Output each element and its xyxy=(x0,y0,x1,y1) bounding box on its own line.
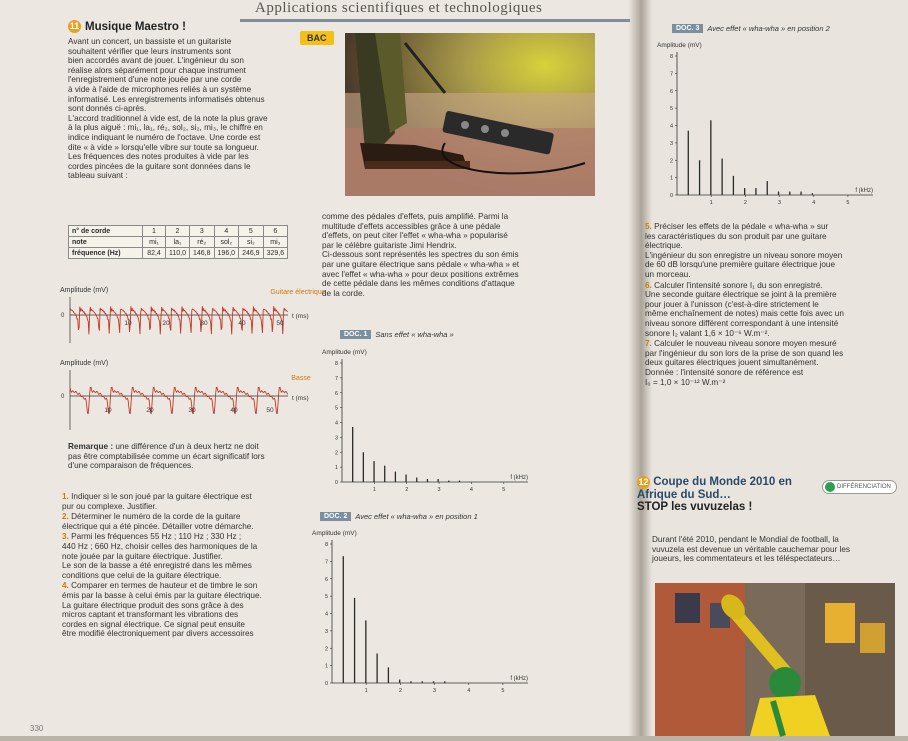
question-line: de 60 dB lorsqu'une première guitare électrique joue xyxy=(645,260,835,270)
exercise-number-badge: 12 xyxy=(638,477,649,487)
table-cell: si₂ xyxy=(239,237,264,248)
question-line: 440 Hz ; 660 Hz, choisir celles des harmoniques de la xyxy=(62,541,258,551)
question-line: même enchaînement de notes) mais cette fois avec un xyxy=(645,309,844,319)
question-number: 3. xyxy=(62,532,72,542)
remarque-label: Remarque : xyxy=(68,442,114,451)
chart-y-tick-label: 5 xyxy=(669,106,673,113)
chart-x-tick-label: 1 xyxy=(364,688,368,694)
chart-x-tick-label: 2 xyxy=(398,688,402,694)
chart-y-tick-label: 1 xyxy=(334,465,338,472)
table-cell: 4 xyxy=(214,226,239,237)
question-line: Préciser les effets de la pédale « wha-wha » sur xyxy=(654,222,829,231)
chart-ylabel: Amplitude (mV) xyxy=(657,42,702,49)
bass-ylabel: Amplitude (mV) xyxy=(60,360,109,367)
question-line: conditions que celui de la guitare électrique. xyxy=(62,570,222,580)
question-line: Parmi les fréquences 55 Hz ; 110 Hz ; 330 Hz ; xyxy=(71,532,242,542)
bass-tick-label: 20 xyxy=(146,407,154,414)
text-line: sont donnés ci-après. xyxy=(68,104,147,114)
table-cell: 1 xyxy=(143,226,166,237)
question-number: 7. xyxy=(645,339,655,349)
question-line: un morceau. xyxy=(645,269,691,279)
guitar-tick-label: 10 xyxy=(124,320,132,327)
question-line: niveau sonore différent correspondant à une intensité xyxy=(645,318,839,328)
bass-tick-label: 30 xyxy=(188,407,196,414)
guitar-zero-label: 0 xyxy=(61,313,65,319)
chart-x-tick-label: 4 xyxy=(812,200,816,206)
text-line: multitude d'effets accessibles grâce à une pédale xyxy=(322,221,501,231)
text-line: informatisé. Les enregistrements informatisés obtenus xyxy=(68,94,265,104)
table-cell: 2 xyxy=(166,226,190,237)
text-line: d'effets, on peut citer l'effet « wha-wha » popularisé xyxy=(322,231,508,241)
chart-x-tick-label: 5 xyxy=(501,688,505,694)
question-line: Comparer en termes de hauteur et de timbre le son xyxy=(71,581,258,591)
text-line: l'enregistrement d'une note jouée par une corde xyxy=(68,75,242,85)
chart-xlabel: f (kHz) xyxy=(510,475,528,481)
doc1-badge: DOC. 1 xyxy=(340,330,371,339)
intro-paragraph xyxy=(68,37,328,181)
question-number: 4. xyxy=(62,581,72,591)
question-line: sonore I₂ valant 1,6 × 10⁻⁶ W.m⁻². xyxy=(645,328,770,338)
table-cell: 246,9 xyxy=(239,248,264,259)
running-head: Applications scientifiques et technologiques xyxy=(255,0,543,16)
question-item xyxy=(645,222,900,280)
guitar-tick-label: 30 xyxy=(200,320,208,327)
chart-ylabel: Amplitude (mV) xyxy=(312,530,357,537)
question-line: Calculer le nouveau niveau sonore moyen mesuré xyxy=(654,339,837,349)
table-cell: 196,0 xyxy=(214,248,239,259)
chart-x-tick-label: 3 xyxy=(433,688,437,694)
chart-xlabel: f (kHz) xyxy=(510,676,528,682)
text-line: à la plus aiguë : mi₁, la₁, ré₂, sol₂, si₂, mi₃, le chiffre en xyxy=(68,123,263,133)
exercise-number-badge: 11 xyxy=(69,21,80,31)
text-line: une différence d'un à deux hertz ne doit xyxy=(115,442,259,451)
text-line: de la corde. xyxy=(322,288,365,298)
text-line: L'accord traditionnel à vide est, de la note la plus grave xyxy=(68,113,268,123)
bass-tick-label: 10 xyxy=(104,407,112,414)
table-header-cell: fréquence (Hz) xyxy=(69,248,143,259)
question-line: pur ou complexe. Justifier. xyxy=(62,501,158,511)
question-line: Calculer l'intensité sonore I₁ du son enregistré. xyxy=(654,280,823,290)
chart-y-tick-label: 2 xyxy=(324,646,328,653)
chart-y-tick-label: 5 xyxy=(324,594,328,601)
guitar-waveform-plot xyxy=(58,285,326,345)
bass-xunit: t (ms) xyxy=(292,395,309,402)
text-line: joueurs, les commentateurs et les téléspectateurs… xyxy=(652,554,841,564)
table-row xyxy=(69,226,288,237)
question-line: L'ingénieur du son enregistre un niveau sonore moyen xyxy=(645,250,843,260)
page-number: 330 xyxy=(30,724,44,733)
question-item xyxy=(645,281,900,339)
text-line: Durant l'été 2010, pendant le Mondial de football, la xyxy=(652,535,839,544)
text-line: comme des pédales d'effets, puis amplifié. Parmi la xyxy=(322,212,509,221)
chart-x-tick-label: 1 xyxy=(709,200,713,206)
chart-y-tick-label: 4 xyxy=(334,420,338,427)
exercise-12-title xyxy=(637,476,822,513)
chart-y-tick-label: 7 xyxy=(324,559,328,566)
guitar-tick-label: 20 xyxy=(162,320,170,327)
differentiation-label: DIFFÉRENCIATION xyxy=(837,484,891,490)
question-line: I₀ = 1,0 × 10⁻¹² W.m⁻² xyxy=(645,377,726,387)
chart-y-tick-label: 2 xyxy=(334,450,338,457)
chart-y-tick-label: 8 xyxy=(334,361,338,367)
text-line: Avant un concert, un bassiste et un guitariste xyxy=(68,37,232,46)
question-line: émis par la basse à celui émis par la guitare électrique. xyxy=(62,590,262,600)
chart-x-tick-label: 5 xyxy=(846,200,850,206)
chart-x-tick-label: 5 xyxy=(502,487,506,493)
chart-y-tick-label: 4 xyxy=(324,611,328,618)
question-line: Le son de la basse a été enregistré dans les mêmes xyxy=(62,561,252,571)
right-questions-block xyxy=(645,222,900,388)
question-item xyxy=(62,581,302,639)
chart-xlabel: f (kHz) xyxy=(855,188,873,194)
text-line: de cette pédale dans les mêmes conditions d'attaque xyxy=(322,279,515,289)
table-cell: mi₁ xyxy=(143,237,166,248)
doc2-badge: DOC. 2 xyxy=(320,512,351,521)
guitar-tick-label: 40 xyxy=(238,320,246,327)
chart-y-tick-label: 7 xyxy=(334,375,338,382)
table-cell: 3 xyxy=(190,226,215,237)
question-item xyxy=(645,339,900,387)
chart-y-tick-label: 5 xyxy=(334,405,338,412)
text-line: bien accordés avant de jouer. L'ingénieur du son xyxy=(68,56,244,66)
chart-x-tick-label: 4 xyxy=(469,487,473,493)
bass-zero-label: 0 xyxy=(61,394,65,400)
question-line: note jouée par la guitare électrique. Justifier. xyxy=(62,551,223,561)
bass-waveform xyxy=(70,387,288,413)
chart-x-tick-label: 2 xyxy=(743,200,747,206)
doc3-spectrum-chart xyxy=(655,38,895,213)
bac-tag: BAC xyxy=(300,31,334,45)
doc1-label xyxy=(340,330,454,339)
question-line: cordes en signal électrique. Ce signal peut ensuite xyxy=(62,619,245,629)
text-line: Les fréquences des notes produites à vide par les xyxy=(68,152,249,162)
question-line: électrique qui a été pincée. Détailler votre démarche. xyxy=(62,521,254,531)
doc3-title: Avec effet « wha-wha » en position 2 xyxy=(707,24,830,33)
table-header-cell: note xyxy=(69,237,143,248)
question-line: Donnée : l'intensité sonore de référence est xyxy=(645,367,804,377)
chart-y-tick-label: 4 xyxy=(669,123,673,130)
text-line: Ci-dessous sont représentés les spectres du son émis xyxy=(322,250,519,260)
chart-x-tick-label: 1 xyxy=(372,487,376,493)
text-line: par le célèbre guitariste Jimi Hendrix. xyxy=(322,240,457,250)
chart-y-tick-label: 3 xyxy=(334,435,338,442)
table-cell: mi₃ xyxy=(263,237,288,248)
doc3-label xyxy=(672,24,830,33)
question-item xyxy=(62,512,302,531)
question-line: les caractéristiques du son produit par une guitare xyxy=(645,231,827,241)
doc1-title: Sans effet « wha-wha » xyxy=(375,330,454,339)
question-number: 6. xyxy=(645,280,655,290)
bass-waveform-plot xyxy=(58,358,320,433)
question-line: Déterminer le numéro de la corde de la guitare xyxy=(71,512,241,522)
chart-y-tick-label: 1 xyxy=(324,663,328,670)
exercise-12-stop-text: STOP les vuvuzelas ! xyxy=(637,501,753,513)
remarque-paragraph xyxy=(68,442,313,471)
running-head-bar xyxy=(240,19,630,22)
guitar-series-label: Guitare électrique xyxy=(270,289,326,296)
question-line: être modifié électroniquement par divers accessoires xyxy=(62,629,254,639)
chart-y-tick-label: 0 xyxy=(324,681,328,687)
doc2-title: Avec effet « wha-wha » en position 1 xyxy=(355,512,478,521)
chart-x-tick-label: 4 xyxy=(467,688,471,694)
table-row xyxy=(69,248,288,259)
guitar-pedal-photo xyxy=(345,33,595,196)
table-cell: sol₂ xyxy=(214,237,239,248)
table-cell: 110,0 xyxy=(166,248,190,259)
text-line: réalise alors séparément pour chaque instrument xyxy=(68,65,246,75)
text-line: cordes pincées de la guitare sont données dans le xyxy=(68,161,251,171)
doc2-label xyxy=(320,512,478,521)
chart-y-tick-label: 8 xyxy=(324,542,328,548)
differentiation-icon xyxy=(825,482,835,492)
question-item xyxy=(62,492,302,511)
chart-y-tick-label: 6 xyxy=(334,390,338,397)
guitar-ylabel: Amplitude (mV) xyxy=(60,287,109,294)
chart-x-tick-label: 2 xyxy=(405,487,409,493)
table-cell: 82,4 xyxy=(143,248,166,259)
question-number: 5. xyxy=(645,222,655,231)
chart-y-tick-label: 3 xyxy=(324,628,328,635)
question-number: 1. xyxy=(62,492,72,501)
differentiation-badge xyxy=(822,480,897,494)
text-line: avec l'effet « wha-wha » pour deux positions extrêmes xyxy=(322,269,519,279)
table-row xyxy=(69,237,288,248)
chart-y-tick-label: 6 xyxy=(324,576,328,583)
question-line: La guitare électrique produit des sons grâce à des xyxy=(62,600,244,610)
question-line: par l'ingénieur du son lors de la prise de son quand les xyxy=(645,348,844,358)
question-line: deux guitares électriques jouent simultanément. xyxy=(645,358,819,368)
text-line: indice indiquant le numéro de l'octave. Une corde est xyxy=(68,132,261,142)
table-cell: ré₂ xyxy=(190,237,215,248)
chart-y-tick-label: 1 xyxy=(669,175,673,182)
text-line: dite « à vide » lorsqu'elle vibre sur toute sa longueur. xyxy=(68,142,259,152)
chart-y-tick-label: 6 xyxy=(669,88,673,95)
guitar-tick-label: 50 xyxy=(276,320,284,327)
question-line: pour jouer à l'unisson (c'est-à-dire strictement le xyxy=(645,299,819,309)
chart-y-tick-label: 8 xyxy=(669,54,673,60)
table-cell: 5 xyxy=(239,226,264,237)
question-item xyxy=(62,532,302,580)
chart-y-tick-label: 0 xyxy=(669,193,673,199)
table-cell: 329,6 xyxy=(263,248,288,259)
doc3-badge: DOC. 3 xyxy=(672,24,703,33)
bass-tick-label: 50 xyxy=(266,407,274,414)
text-line: d'une comparaison de fréquences. xyxy=(68,461,194,471)
table-cell: la₁ xyxy=(166,237,190,248)
chart-y-tick-label: 3 xyxy=(669,140,673,147)
bass-tick-label: 40 xyxy=(230,407,238,414)
question-line: électrique. xyxy=(645,241,683,251)
chart-y-tick-label: 7 xyxy=(669,71,673,78)
table-cell: 146,8 xyxy=(190,248,215,259)
table-header-cell: n° de corde xyxy=(69,226,143,237)
effects-paragraph xyxy=(322,212,572,298)
text-line: souhaitent vérifier que leurs instruments sont xyxy=(68,46,231,56)
question-number: 2. xyxy=(62,512,72,522)
chart-y-tick-label: 0 xyxy=(334,480,338,486)
chart-x-tick-label: 3 xyxy=(437,487,441,493)
table-cell: 6 xyxy=(263,226,288,237)
exercise-11-title xyxy=(68,20,186,33)
frequency-table xyxy=(68,225,288,259)
chart-ylabel: Amplitude (mV) xyxy=(322,349,367,356)
questions-block xyxy=(62,492,302,640)
guitar-waveform xyxy=(70,306,288,334)
doc1-spectrum-chart xyxy=(320,345,550,500)
question-line: Une seconde guitare électrique se joint à la première xyxy=(645,290,837,300)
text-line: tableau suivant : xyxy=(68,171,128,181)
question-line: Indiquer si le son joué par la guitare électrique est xyxy=(71,492,252,501)
guitar-xunit: t (ms) xyxy=(292,313,309,320)
chart-x-tick-label: 3 xyxy=(778,200,782,206)
text-line: vuvuzela est devenue un véritable cauchemar pour les xyxy=(652,544,850,554)
vuvuzela-photo xyxy=(655,583,895,736)
text-line: pas être comptabilisée comme un écart significatif lors xyxy=(68,451,265,461)
doc2-spectrum-chart xyxy=(310,526,550,701)
text-line: par une guitare électrique sans pédale « wha-wha » et xyxy=(322,259,520,269)
exercise-12-paragraph xyxy=(652,535,897,564)
exercise-title-text: Musique Maestro ! xyxy=(85,20,186,33)
question-line: micros captant et transformant les vibrations des xyxy=(62,610,239,620)
text-line: à vide à l'aide de microphones reliés à un système xyxy=(68,84,252,94)
exercise-12-title-text: Coupe du Monde 2010 en Afrique du Sud… xyxy=(637,476,792,501)
bass-series-label: Basse xyxy=(291,375,311,382)
chart-y-tick-label: 2 xyxy=(669,158,673,165)
